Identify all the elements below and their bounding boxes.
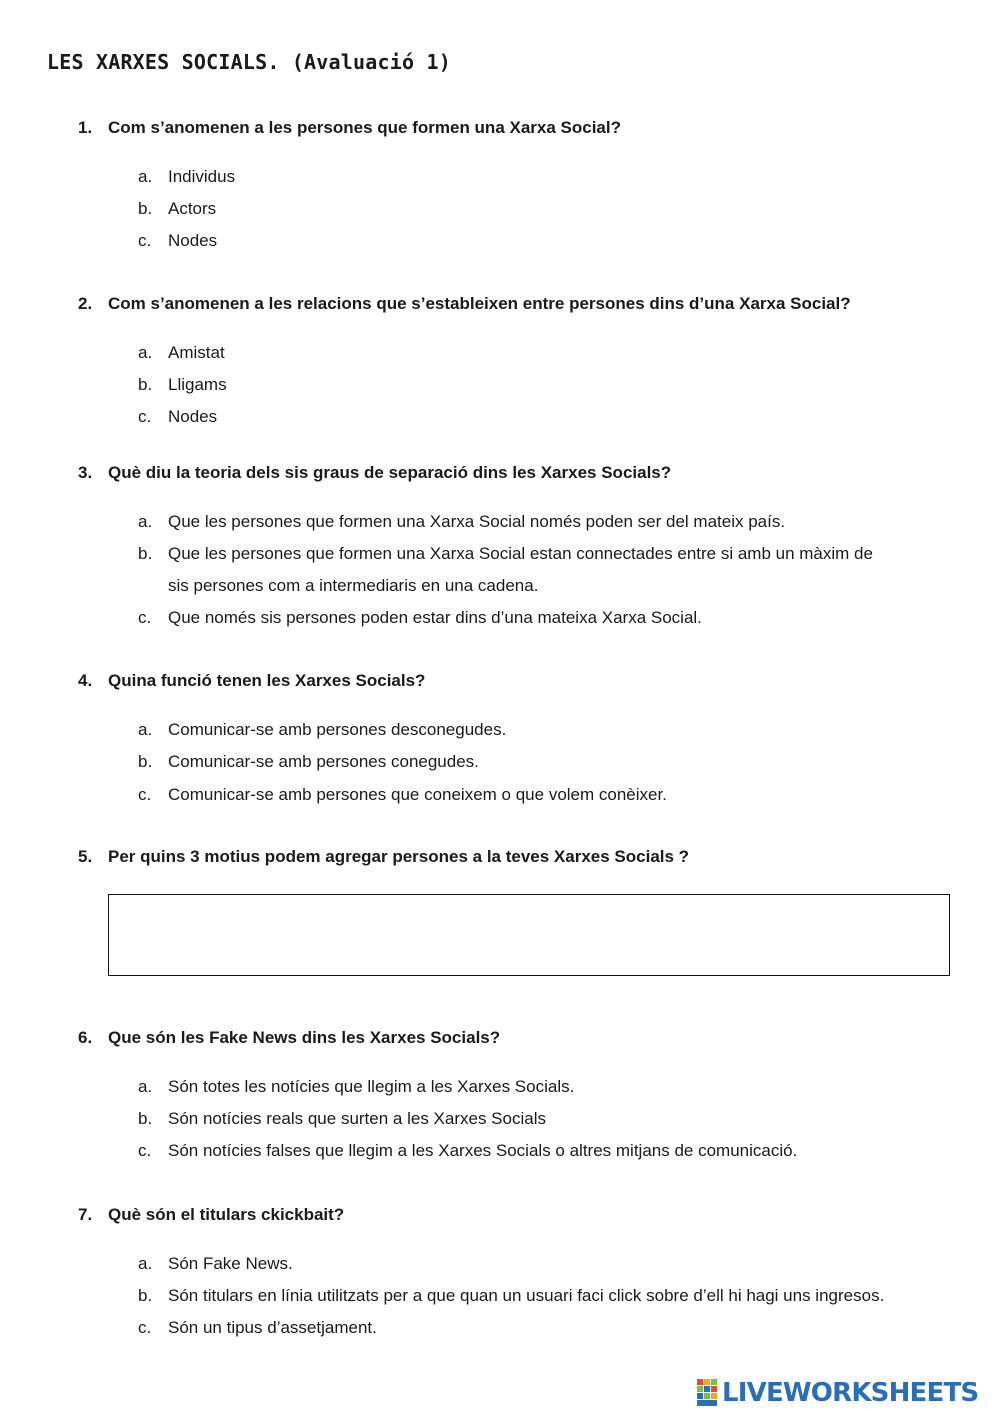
option-text: Són notícies falses que llegim a les Xarxes Socials o altres mitjans de comunicació.	[168, 1141, 798, 1160]
option-letter: c.	[138, 1318, 152, 1337]
question-number: 2.	[78, 294, 93, 313]
question-2	[78, 294, 851, 314]
question-1-option-b[interactable]	[138, 193, 216, 225]
option-text: Actors	[168, 199, 217, 218]
option-letter: c.	[138, 785, 152, 804]
question-number: 4.	[78, 671, 93, 690]
question-6-option-a[interactable]	[138, 1071, 574, 1103]
option-text: Que les persones que formen una Xarxa Social estan connectades entre si amb un màxim de	[168, 544, 873, 563]
liveworksheets-logo[interactable]	[697, 1377, 978, 1409]
question-1	[78, 118, 621, 138]
option-letter: a.	[138, 343, 153, 362]
option-text: Comunicar-se amb persones conegudes.	[168, 752, 479, 771]
question-text: Quina funció tenen les Xarxes Socials?	[108, 671, 426, 690]
liveworksheets-logo-icon	[697, 1379, 719, 1407]
option-text: Són titulars en línia utilitzats per a que quan un usuari faci click sobre d’ell hi hagi uns ingresos.	[168, 1286, 885, 1305]
question-number: 5.	[78, 847, 93, 866]
question-6	[78, 1028, 500, 1048]
question-number: 6.	[78, 1028, 93, 1047]
option-letter: c.	[138, 407, 152, 426]
question-4	[78, 671, 425, 691]
option-text-continuation: sis persones com a intermediaris en una cadena.	[168, 576, 539, 595]
option-letter: a.	[138, 720, 153, 739]
option-text: Nodes	[168, 231, 218, 250]
question-2-option-a[interactable]	[138, 337, 225, 369]
question-text: Què diu la teoria dels sis graus de separació dins les Xarxes Socials?	[108, 463, 672, 482]
option-letter: a.	[138, 512, 153, 531]
option-letter: b.	[138, 199, 153, 218]
option-letter: a.	[138, 1077, 153, 1096]
question-3	[78, 463, 671, 483]
option-text: Que només sis persones poden estar dins d’una mateixa Xarxa Social.	[168, 608, 702, 627]
option-text: Són notícies reals que surten a les Xarxes Socials	[168, 1109, 546, 1128]
question-5-answer-input[interactable]	[108, 894, 950, 976]
question-text: Per quins 3 motius podem agregar persones a la teves Xarxes Socials ?	[108, 847, 690, 866]
option-letter: c.	[138, 608, 152, 627]
question-number: 7.	[78, 1205, 93, 1224]
option-letter: a.	[138, 1254, 153, 1273]
question-1-option-c[interactable]	[138, 225, 217, 257]
question-2-option-c[interactable]	[138, 401, 217, 433]
option-text: Són totes les notícies que llegim a les Xarxes Socials.	[168, 1077, 575, 1096]
option-text: Són un tipus d’assetjament.	[168, 1318, 377, 1337]
option-text: Són Fake News.	[168, 1254, 293, 1273]
question-text: Com s’anomenen a les relacions que s’estableixen entre persones dins d’una Xarxa Social?	[108, 294, 851, 313]
option-text: Comunicar-se amb persones que coneixem o que volem conèixer.	[168, 785, 667, 804]
logo-text: LIVEWORKSHEETS	[722, 1378, 979, 1408]
option-letter: c.	[138, 231, 152, 250]
question-7-option-a[interactable]	[138, 1248, 293, 1280]
question-3-option-a[interactable]	[138, 506, 785, 538]
question-7-option-c[interactable]	[138, 1312, 377, 1344]
question-4-option-a[interactable]	[138, 714, 506, 746]
option-text: Nodes	[168, 407, 218, 426]
question-text: Que són les Fake News dins les Xarxes Socials?	[108, 1028, 501, 1047]
question-4-option-c[interactable]	[138, 779, 667, 811]
page-title: LES XARXES SOCIALS. (Avaluació 1)	[47, 50, 451, 74]
option-text: Comunicar-se amb persones desconegudes.	[168, 720, 507, 739]
question-7-option-b[interactable]	[138, 1280, 884, 1312]
question-3-option-b[interactable]	[138, 538, 873, 602]
question-number: 1.	[78, 118, 93, 137]
question-7	[78, 1205, 344, 1225]
option-letter: b.	[138, 544, 153, 563]
option-letter: b.	[138, 375, 153, 394]
question-6-option-c[interactable]	[138, 1135, 797, 1167]
question-text: Com s’anomenen a les persones que formen una Xarxa Social?	[108, 118, 621, 137]
question-text: Què són el titulars ckickbait?	[108, 1205, 345, 1224]
question-2-option-b[interactable]	[138, 369, 227, 401]
option-letter: a.	[138, 167, 153, 186]
question-1-option-a[interactable]	[138, 161, 235, 193]
option-letter: c.	[138, 1141, 152, 1160]
option-text: Lligams	[168, 375, 227, 394]
question-number: 3.	[78, 463, 93, 482]
question-5	[78, 847, 689, 867]
question-3-option-c[interactable]	[138, 602, 702, 634]
question-4-option-b[interactable]	[138, 746, 479, 778]
option-text: Individus	[168, 167, 236, 186]
option-letter: b.	[138, 1286, 153, 1305]
question-6-option-b[interactable]	[138, 1103, 546, 1135]
option-letter: b.	[138, 752, 153, 771]
option-text: Que les persones que formen una Xarxa Social només poden ser del mateix país.	[168, 512, 786, 531]
option-text: Amistat	[168, 343, 225, 362]
option-letter: b.	[138, 1109, 153, 1128]
